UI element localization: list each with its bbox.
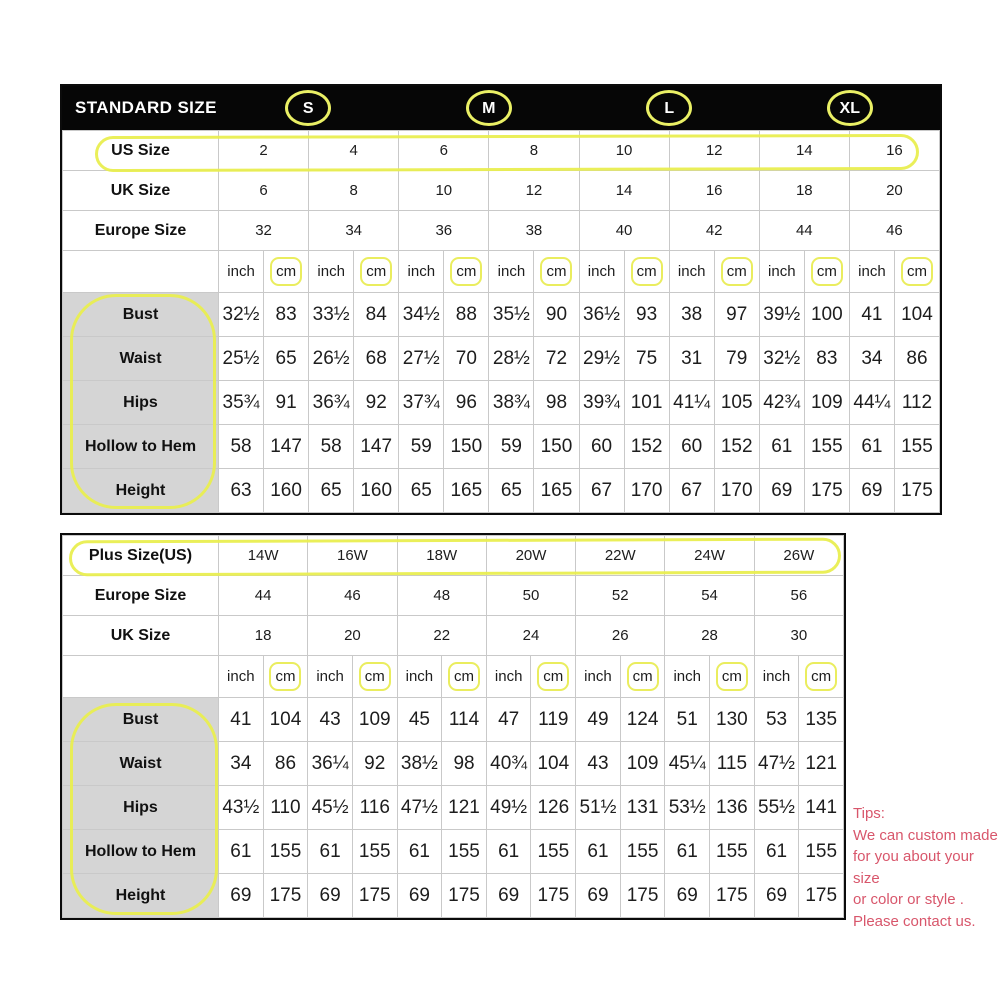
- measure-row: [63, 469, 940, 513]
- cm-unit-cell: [444, 251, 489, 293]
- inch-unit-cell: inch: [308, 656, 353, 698]
- row-label: US Size: [63, 131, 219, 171]
- measure-cell: 135: [799, 698, 844, 742]
- size-cell: 50: [486, 576, 575, 616]
- measure-cell: 97: [714, 293, 759, 337]
- size-cell: 30: [754, 616, 843, 656]
- measure-cell: 109: [804, 381, 849, 425]
- inch-unit-cell: inch: [486, 656, 531, 698]
- cm-unit-cell: [894, 251, 939, 293]
- size-group-l: [579, 86, 760, 130]
- cm-unit-cell: [710, 656, 755, 698]
- cm-unit-cell: [620, 656, 665, 698]
- measure-cell: 86: [894, 337, 939, 381]
- unit-row: [63, 251, 940, 293]
- size-cell: 20: [308, 616, 397, 656]
- measure-cell: 175: [352, 874, 397, 918]
- cm-highlight-box: cm: [811, 257, 843, 286]
- tips-line: for you about your size: [853, 848, 974, 887]
- size-group-s: [218, 86, 399, 130]
- measure-cell: 43: [576, 742, 621, 786]
- size-row: [63, 171, 940, 211]
- measure-cell: 92: [354, 381, 399, 425]
- measure-cell: 58: [309, 425, 354, 469]
- inch-unit-cell: inch: [849, 251, 894, 293]
- size-cell: 22W: [576, 536, 665, 576]
- measure-cell: 45½: [308, 786, 353, 830]
- cm-highlight-box: cm: [721, 257, 753, 286]
- measure-row: [63, 425, 940, 469]
- measure-row: [63, 381, 940, 425]
- size-cell: 16W: [308, 536, 397, 576]
- measure-cell: 69: [219, 874, 264, 918]
- measure-cell: 59: [489, 425, 534, 469]
- measure-cell: 110: [263, 786, 308, 830]
- measure-cell: 61: [849, 425, 894, 469]
- size-badge-m: M: [466, 90, 512, 126]
- measure-cell: 36½: [579, 293, 624, 337]
- measure-cell: 115: [710, 742, 755, 786]
- measure-cell: 36¼: [308, 742, 353, 786]
- measure-cell: 90: [534, 293, 579, 337]
- measure-cell: 26½: [309, 337, 354, 381]
- measure-row: [63, 742, 844, 786]
- custom-tips-note: [853, 803, 999, 932]
- size-cell: 26: [576, 616, 665, 656]
- measure-cell: 34: [849, 337, 894, 381]
- measure-row: [63, 786, 844, 830]
- measure-cell: 83: [264, 293, 309, 337]
- measure-cell: 63: [219, 469, 264, 513]
- standard-size-grid: [62, 130, 940, 513]
- measure-cell: 45¼: [665, 742, 710, 786]
- size-cell: 14: [759, 131, 849, 171]
- measure-cell: 41¼: [669, 381, 714, 425]
- measure-cell: 61: [665, 830, 710, 874]
- measure-cell: 55½: [754, 786, 799, 830]
- measure-row: [63, 830, 844, 874]
- measure-row-label: Height: [63, 874, 219, 918]
- size-cell: 46: [308, 576, 397, 616]
- measure-cell: 38¾: [489, 381, 534, 425]
- inch-unit-cell: inch: [669, 251, 714, 293]
- inch-unit-cell: inch: [309, 251, 354, 293]
- measure-cell: 47: [486, 698, 531, 742]
- size-cell: 20W: [486, 536, 575, 576]
- measure-row-label: Height: [63, 469, 219, 513]
- measure-cell: 83: [804, 337, 849, 381]
- size-cell: 8: [489, 131, 579, 171]
- measure-cell: 53: [754, 698, 799, 742]
- measure-cell: 25½: [219, 337, 264, 381]
- tips-line: or color or style .: [853, 891, 964, 908]
- cm-highlight-box: cm: [269, 662, 301, 691]
- size-row: [63, 536, 844, 576]
- size-cell: 10: [399, 171, 489, 211]
- size-row: [63, 576, 844, 616]
- measure-cell: 69: [576, 874, 621, 918]
- size-cell: 2: [219, 131, 309, 171]
- measure-cell: 49½: [486, 786, 531, 830]
- size-group-m: [399, 86, 580, 130]
- inch-unit-cell: inch: [219, 656, 264, 698]
- measure-cell: 136: [710, 786, 755, 830]
- measure-cell: 35¾: [219, 381, 264, 425]
- measure-row-label: Waist: [63, 742, 219, 786]
- measure-cell: 175: [710, 874, 755, 918]
- size-cell: 12: [489, 171, 579, 211]
- size-cell: 12: [669, 131, 759, 171]
- measure-cell: 70: [444, 337, 489, 381]
- measure-cell: 84: [354, 293, 399, 337]
- measure-row-label: Hips: [63, 381, 219, 425]
- measure-cell: 165: [444, 469, 489, 513]
- measure-cell: 147: [354, 425, 399, 469]
- size-cell: 14: [579, 171, 669, 211]
- measure-row-label: Hollow to Hem: [63, 830, 219, 874]
- measure-row: [63, 698, 844, 742]
- size-badge-l: L: [646, 90, 692, 126]
- measure-row-label: Bust: [63, 293, 219, 337]
- measure-cell: 61: [486, 830, 531, 874]
- measure-cell: 34½: [399, 293, 444, 337]
- plus-size-table: [60, 533, 846, 920]
- measure-cell: 93: [624, 293, 669, 337]
- measure-cell: 150: [534, 425, 579, 469]
- measure-cell: 69: [486, 874, 531, 918]
- measure-cell: 175: [799, 874, 844, 918]
- measure-cell: 175: [804, 469, 849, 513]
- measure-cell: 130: [710, 698, 755, 742]
- measure-cell: 114: [442, 698, 487, 742]
- measure-cell: 152: [714, 425, 759, 469]
- row-label: UK Size: [63, 616, 219, 656]
- measure-cell: 67: [579, 469, 624, 513]
- measure-cell: 155: [263, 830, 308, 874]
- measure-cell: 96: [444, 381, 489, 425]
- measure-cell: 175: [620, 874, 665, 918]
- measure-row: [63, 337, 940, 381]
- measure-cell: 101: [624, 381, 669, 425]
- measure-cell: 37¾: [399, 381, 444, 425]
- size-cell: 8: [309, 171, 399, 211]
- measure-cell: 27½: [399, 337, 444, 381]
- measure-cell: 91: [264, 381, 309, 425]
- cm-highlight-box: cm: [901, 257, 933, 286]
- unit-row-spacer: [63, 656, 219, 698]
- measure-cell: 61: [759, 425, 804, 469]
- size-cell: 46: [849, 211, 939, 251]
- measure-cell: 33½: [309, 293, 354, 337]
- size-cell: 22: [397, 616, 486, 656]
- measure-cell: 32½: [219, 293, 264, 337]
- inch-unit-cell: inch: [489, 251, 534, 293]
- measure-cell: 34: [219, 742, 264, 786]
- measure-cell: 175: [894, 469, 939, 513]
- size-cell: 44: [759, 211, 849, 251]
- cm-unit-cell: [442, 656, 487, 698]
- measure-row-label: Hollow to Hem: [63, 425, 219, 469]
- measure-row-label: Bust: [63, 698, 219, 742]
- measure-cell: 98: [442, 742, 487, 786]
- measure-cell: 69: [759, 469, 804, 513]
- cm-highlight-box: cm: [631, 257, 663, 286]
- measure-cell: 69: [308, 874, 353, 918]
- measure-cell: 109: [352, 698, 397, 742]
- size-row: [63, 131, 940, 171]
- measure-cell: 119: [531, 698, 576, 742]
- row-label: Plus Size(US): [63, 536, 219, 576]
- measure-cell: 49: [576, 698, 621, 742]
- measure-cell: 60: [579, 425, 624, 469]
- standard-size-table: [60, 84, 942, 515]
- size-cell: 56: [754, 576, 843, 616]
- cm-highlight-box: cm: [805, 662, 837, 691]
- size-cell: 6: [219, 171, 309, 211]
- cm-highlight-box: cm: [360, 257, 392, 286]
- size-cell: 16: [849, 131, 939, 171]
- measure-cell: 60: [669, 425, 714, 469]
- measure-row: [63, 874, 844, 918]
- measure-cell: 92: [352, 742, 397, 786]
- measure-cell: 41: [219, 698, 264, 742]
- size-cell: 18: [219, 616, 308, 656]
- measure-cell: 47½: [397, 786, 442, 830]
- cm-highlight-box: cm: [450, 257, 482, 286]
- measure-cell: 155: [531, 830, 576, 874]
- measure-cell: 175: [442, 874, 487, 918]
- measure-cell: 28½: [489, 337, 534, 381]
- measure-cell: 141: [799, 786, 844, 830]
- measure-cell: 100: [804, 293, 849, 337]
- measure-cell: 126: [531, 786, 576, 830]
- measure-cell: 51½: [576, 786, 621, 830]
- measure-row-label: Waist: [63, 337, 219, 381]
- measure-cell: 61: [397, 830, 442, 874]
- size-cell: 40: [579, 211, 669, 251]
- measure-cell: 155: [620, 830, 665, 874]
- size-group-row: [218, 86, 940, 130]
- cm-highlight-box: cm: [716, 662, 748, 691]
- measure-cell: 75: [624, 337, 669, 381]
- cm-highlight-box: cm: [540, 257, 572, 286]
- measure-cell: 121: [799, 742, 844, 786]
- measure-cell: 121: [442, 786, 487, 830]
- measure-cell: 124: [620, 698, 665, 742]
- measure-row: [63, 293, 940, 337]
- tips-line: Please contact us.: [853, 912, 976, 930]
- measure-cell: 155: [352, 830, 397, 874]
- size-cell: 42: [669, 211, 759, 251]
- plus-size-grid: [62, 535, 844, 918]
- cm-highlight-box: cm: [627, 662, 659, 691]
- measure-cell: 165: [534, 469, 579, 513]
- cm-highlight-box: cm: [537, 662, 569, 691]
- inch-unit-cell: inch: [399, 251, 444, 293]
- measure-cell: 35½: [489, 293, 534, 337]
- cm-unit-cell: [264, 251, 309, 293]
- cm-unit-cell: [352, 656, 397, 698]
- cm-unit-cell: [714, 251, 759, 293]
- measure-cell: 155: [442, 830, 487, 874]
- measure-cell: 160: [264, 469, 309, 513]
- measure-cell: 68: [354, 337, 399, 381]
- measure-cell: 116: [352, 786, 397, 830]
- measure-cell: 65: [399, 469, 444, 513]
- measure-cell: 155: [894, 425, 939, 469]
- measure-cell: 45: [397, 698, 442, 742]
- cm-highlight-box: cm: [448, 662, 480, 691]
- measure-cell: 79: [714, 337, 759, 381]
- measure-cell: 104: [263, 698, 308, 742]
- measure-cell: 31: [669, 337, 714, 381]
- measure-cell: 69: [754, 874, 799, 918]
- size-cell: 36: [399, 211, 489, 251]
- measure-cell: 72: [534, 337, 579, 381]
- measure-cell: 43½: [219, 786, 264, 830]
- measure-cell: 98: [534, 381, 579, 425]
- measure-cell: 61: [576, 830, 621, 874]
- measure-cell: 69: [849, 469, 894, 513]
- size-cell: 18: [759, 171, 849, 211]
- measure-cell: 131: [620, 786, 665, 830]
- inch-unit-cell: inch: [759, 251, 804, 293]
- size-group-xl: [760, 86, 941, 130]
- inch-unit-cell: inch: [219, 251, 264, 293]
- measure-cell: 175: [263, 874, 308, 918]
- cm-unit-cell: [624, 251, 669, 293]
- cm-unit-cell: [354, 251, 399, 293]
- measure-cell: 152: [624, 425, 669, 469]
- measure-cell: 65: [489, 469, 534, 513]
- measure-cell: 65: [264, 337, 309, 381]
- measure-cell: 105: [714, 381, 759, 425]
- size-row: [63, 211, 940, 251]
- measure-cell: 155: [799, 830, 844, 874]
- measure-cell: 170: [714, 469, 759, 513]
- cm-highlight-box: cm: [359, 662, 391, 691]
- inch-unit-cell: inch: [579, 251, 624, 293]
- inch-unit-cell: inch: [665, 656, 710, 698]
- measure-cell: 61: [219, 830, 264, 874]
- cm-unit-cell: [263, 656, 308, 698]
- measure-cell: 69: [397, 874, 442, 918]
- unit-row-spacer: [63, 251, 219, 293]
- measure-cell: 61: [308, 830, 353, 874]
- inch-unit-cell: inch: [754, 656, 799, 698]
- measure-cell: 170: [624, 469, 669, 513]
- size-cell: 54: [665, 576, 754, 616]
- size-cell: 26W: [754, 536, 843, 576]
- size-row: [63, 616, 844, 656]
- size-cell: 6: [399, 131, 489, 171]
- size-cell: 24W: [665, 536, 754, 576]
- tips-line: We can custom made: [853, 826, 998, 844]
- measure-cell: 47½: [754, 742, 799, 786]
- size-cell: 48: [397, 576, 486, 616]
- size-cell: 38: [489, 211, 579, 251]
- measure-cell: 69: [665, 874, 710, 918]
- size-cell: 10: [579, 131, 669, 171]
- inch-unit-cell: inch: [576, 656, 621, 698]
- size-cell: 16: [669, 171, 759, 211]
- measure-cell: 38½: [397, 742, 442, 786]
- tips-title: Tips:: [853, 805, 885, 822]
- measure-cell: 112: [894, 381, 939, 425]
- size-cell: 18W: [397, 536, 486, 576]
- cm-highlight-box: cm: [270, 257, 302, 286]
- measure-cell: 109: [620, 742, 665, 786]
- measure-cell: 51: [665, 698, 710, 742]
- cm-unit-cell: [799, 656, 844, 698]
- measure-cell: 42¾: [759, 381, 804, 425]
- standard-size-title: STANDARD SIZE: [75, 98, 217, 117]
- measure-cell: 44¼: [849, 381, 894, 425]
- measure-cell: 32½: [759, 337, 804, 381]
- measure-cell: 155: [804, 425, 849, 469]
- size-cell: 14W: [219, 536, 308, 576]
- cm-unit-cell: [534, 251, 579, 293]
- measure-cell: 39¾: [579, 381, 624, 425]
- measure-cell: 65: [309, 469, 354, 513]
- measure-cell: 86: [263, 742, 308, 786]
- unit-row: [63, 656, 844, 698]
- size-cell: 20: [849, 171, 939, 211]
- measure-cell: 104: [894, 293, 939, 337]
- standard-size-header: [62, 86, 940, 130]
- measure-cell: 38: [669, 293, 714, 337]
- size-badge-s: S: [285, 90, 331, 126]
- measure-cell: 104: [531, 742, 576, 786]
- row-label: Europe Size: [63, 211, 219, 251]
- measure-cell: 88: [444, 293, 489, 337]
- measure-cell: 155: [710, 830, 755, 874]
- measure-cell: 59: [399, 425, 444, 469]
- measure-cell: 61: [754, 830, 799, 874]
- size-cell: 24: [486, 616, 575, 656]
- cm-unit-cell: [804, 251, 849, 293]
- size-cell: 32: [219, 211, 309, 251]
- inch-unit-cell: inch: [397, 656, 442, 698]
- size-badge-xl: XL: [827, 90, 873, 126]
- size-cell: 4: [309, 131, 399, 171]
- measure-cell: 150: [444, 425, 489, 469]
- measure-cell: 29½: [579, 337, 624, 381]
- size-cell: 34: [309, 211, 399, 251]
- measure-cell: 160: [354, 469, 399, 513]
- measure-cell: 40¾: [486, 742, 531, 786]
- measure-cell: 67: [669, 469, 714, 513]
- measure-cell: 43: [308, 698, 353, 742]
- size-cell: 52: [576, 576, 665, 616]
- size-cell: 44: [219, 576, 308, 616]
- cm-unit-cell: [531, 656, 576, 698]
- measure-row-label: Hips: [63, 786, 219, 830]
- size-cell: 28: [665, 616, 754, 656]
- measure-cell: 39½: [759, 293, 804, 337]
- measure-cell: 175: [531, 874, 576, 918]
- measure-cell: 36¾: [309, 381, 354, 425]
- measure-cell: 41: [849, 293, 894, 337]
- row-label: Europe Size: [63, 576, 219, 616]
- measure-cell: 58: [219, 425, 264, 469]
- measure-cell: 53½: [665, 786, 710, 830]
- row-label: UK Size: [63, 171, 219, 211]
- measure-cell: 147: [264, 425, 309, 469]
